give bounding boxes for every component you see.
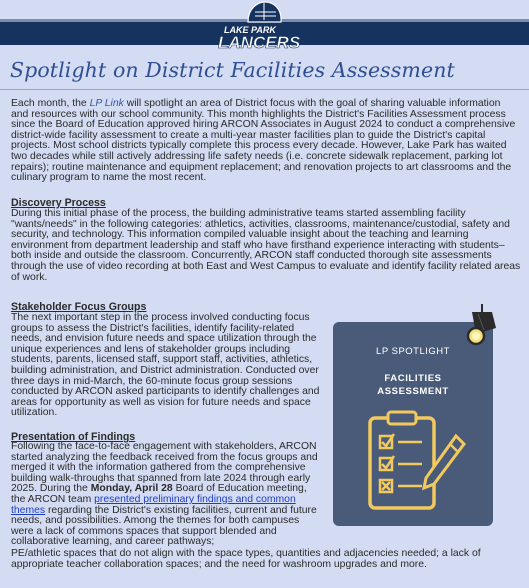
findings-text-3: regarding the District's existing facilities, current and future needs, and possibilities. Among the themes for both campuses were a lack of commons spaces that support blended and collaborative learning, and career pathways; <box>11 504 317 548</box>
findings-text-3-wide: PE/athletic spaces that do not align with the space types, quantities and adjacencies needed; a lack of appropriate teacher collaboration spaces; and the need for washroom upgrades and more. <box>11 547 481 570</box>
card-title-line1: FACILITIES <box>384 373 442 384</box>
findings-heading: Presentation of Findings <box>11 431 136 443</box>
spotlight-icon <box>458 302 508 352</box>
logo-bottom-text: LANCERS <box>218 33 301 52</box>
header-banner <box>0 0 529 52</box>
card-title-line2: ASSESSMENT <box>377 386 449 397</box>
presented-findings-link[interactable]: presented preliminary findings and common themes <box>11 493 296 516</box>
findings-text-1: Following the face-to-face engagement with stakeholders, ARCON started analyzing the feedback received from the focus groups and merged it with the information gathered from the comprehensive building walk-throughs that spanned from late 2024 through early 2025. During the <box>11 441 318 495</box>
stakeholder-heading: Stakeholder Focus Groups <box>11 301 147 313</box>
card-badge: LP SPOTLIGHT <box>376 346 450 357</box>
lp-link-name: LP Link <box>89 98 124 109</box>
findings-paragraph-bottom <box>11 549 521 570</box>
findings-paragraph-top <box>11 442 323 548</box>
intro-paragraph <box>11 99 519 184</box>
title-divider <box>0 89 529 90</box>
clipboard-checklist-icon <box>360 408 470 513</box>
card-title <box>333 372 493 398</box>
discovery-heading: Discovery Process <box>11 197 106 209</box>
meeting-date: Monday, April 28 <box>90 483 173 495</box>
lake-park-lancers-logo <box>208 0 320 52</box>
stakeholder-paragraph: The next important step in the process involved conducting focus groups to assess the District's facilities, identify facility-related needs, and envision future needs and space utilization through the unique experiences and lens of stakeholder groups including students, parents, licensed staff, support staff, activities, athletics, building administration, and District administration. Conducted over three days in mid-March, the 60-minute focus group sessions conducted by ARCON asked participants to identify challenges and areas for opportunity as well as vision for future needs and space utilization. <box>11 312 320 419</box>
intro-text-rest: will spotlight an area of District focus with the goal of sharing valuable information and resources with our school community. This month highlights the District's Facilities Assessment process since the Board of Education approved hiring ARCON Associates in August 2024 to conduct a comprehensive district-wide facility assessment to create a multi-year master facilities plan to guide the District's capital projects. Most school districts typically complete this process every decade. However, Lake Park has waited two decades while still actively addressing life safety needs (i.e. concrete sidewalk replacement, parking lot repairs); routine maintenance and equipment replacement; and renovation projects to art classrooms and the culinary program to name the most recent. <box>11 98 516 184</box>
intro-text-start: Each month, the <box>11 98 90 109</box>
spotlight-card <box>333 322 493 526</box>
discovery-paragraph: During this initial phase of the process, the building administrative teams started assembling facility "wants/needs" in the following categories: athletics, activities, classrooms, maintenance/custodial, safety and security, and technology. This information compiled valuable insight about the teaching and learning environment from department leadership and staff who have firsthand experience interacting with students–both inside and outside the classroom. Concurrently, ARCON staff conducted thorough site assessments through the use of video recording at both East and West Campus to evaluate and identify facility related areas of work. <box>11 208 521 283</box>
logo-top-text: LAKE PARK <box>224 25 276 35</box>
page-title: Spotlight on District Facilities Assessment <box>10 58 455 82</box>
findings-text-2: Board of Education meeting, the ARCON team <box>11 483 307 505</box>
